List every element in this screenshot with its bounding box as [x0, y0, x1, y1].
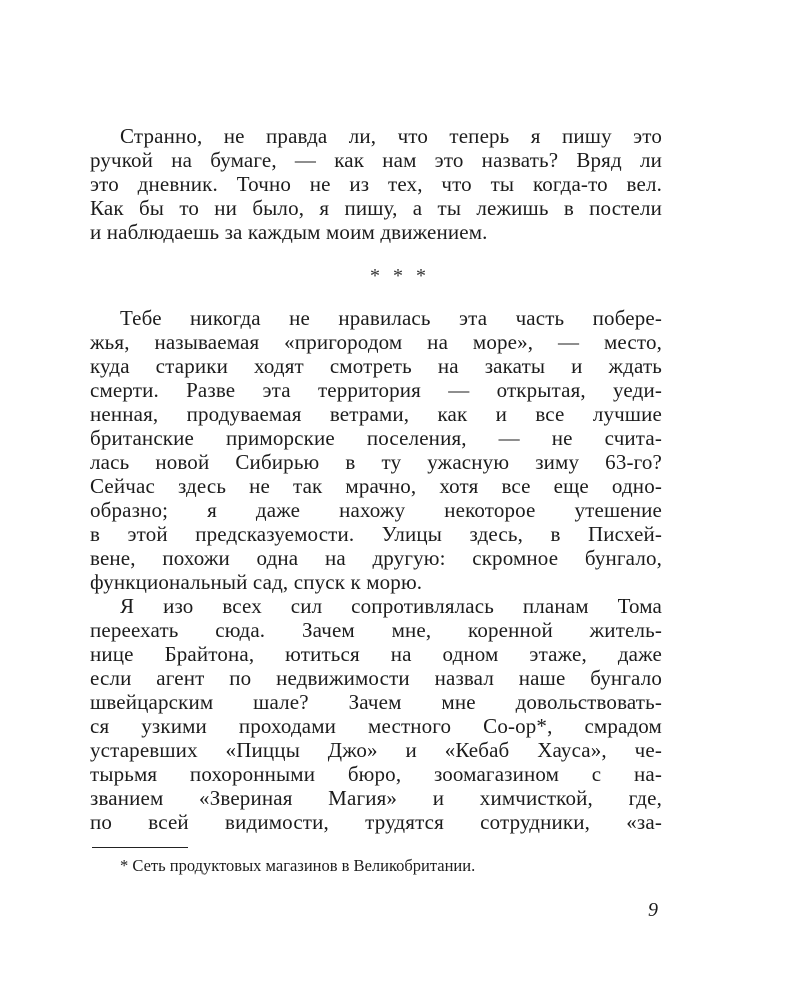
text-line: Я изо всех сил сопротивлялась планам Тома: [120, 594, 662, 618]
text-line: тырьмя похоронными бюро, зоомагазином с на-: [90, 762, 662, 786]
text-line: по всей видимости, трудятся сотрудники, «за-: [90, 810, 662, 834]
text-line: Тебе никогда не нравилась эта часть побере-: [120, 306, 662, 330]
page-number: 9: [648, 899, 658, 921]
text-line: устаревших «Пиццы Джо» и «Кебаб Хауса», че-: [90, 738, 662, 762]
text-line: переехать сюда. Зачем мне, коренной житель-: [90, 618, 662, 642]
footnote-divider: [92, 847, 188, 848]
text-line: куда старики ходят смотреть на закаты и ждать: [90, 354, 662, 378]
text-line: ручкой на бумаге, — как нам это назвать? Вряд ли: [90, 148, 662, 172]
text-line: и наблюдаешь за каждым моим движением.: [90, 220, 488, 244]
text-line: званием «Звериная Магия» и химчисткой, где,: [90, 786, 662, 810]
text-line: ненная, продуваемая ветрами, как и все лучшие: [90, 402, 662, 426]
text-line: если агент по недвижимости назвал наше бунгало: [90, 666, 662, 690]
text-line: смерти. Разве эта территория — открытая, уеди-: [90, 378, 662, 402]
text-line: в этой предсказуемости. Улицы здесь, в Писхей-: [90, 522, 662, 546]
text-line: нице Брайтона, ютиться на одном этаже, даже: [90, 642, 662, 666]
text-line: это дневник. Точно не из тех, что ты когда-то вел.: [90, 172, 662, 196]
text-line: швейцарским шале? Зачем мне довольствовать-: [90, 690, 662, 714]
text-line: образно; я даже нахожу некоторое утешение: [90, 498, 662, 522]
section-separator: * * *: [370, 265, 430, 287]
text-line: Странно, не правда ли, что теперь я пишу это: [120, 124, 662, 148]
footnote: * Сеть продуктовых магазинов в Великобритании.: [120, 856, 476, 875]
text-line: Сейчас здесь не так мрачно, хотя все еще одно-: [90, 474, 662, 498]
text-line: Как бы то ни было, я пишу, а ты лежишь в постели: [90, 196, 662, 220]
text-line: британские приморские поселения, — не счита-: [90, 426, 662, 450]
text-line: функциональный сад, спуск к морю.: [90, 570, 423, 594]
text-line: ся узкими проходами местного Со-ор*, смрадом: [90, 714, 662, 738]
text-line: вене, похожи одна на другую: скромное бунгало,: [90, 546, 662, 570]
text-line: лась новой Сибирью в ту ужасную зиму 63-го?: [90, 450, 662, 474]
text-line: жья, называемая «пригородом на море», — место,: [90, 330, 662, 354]
